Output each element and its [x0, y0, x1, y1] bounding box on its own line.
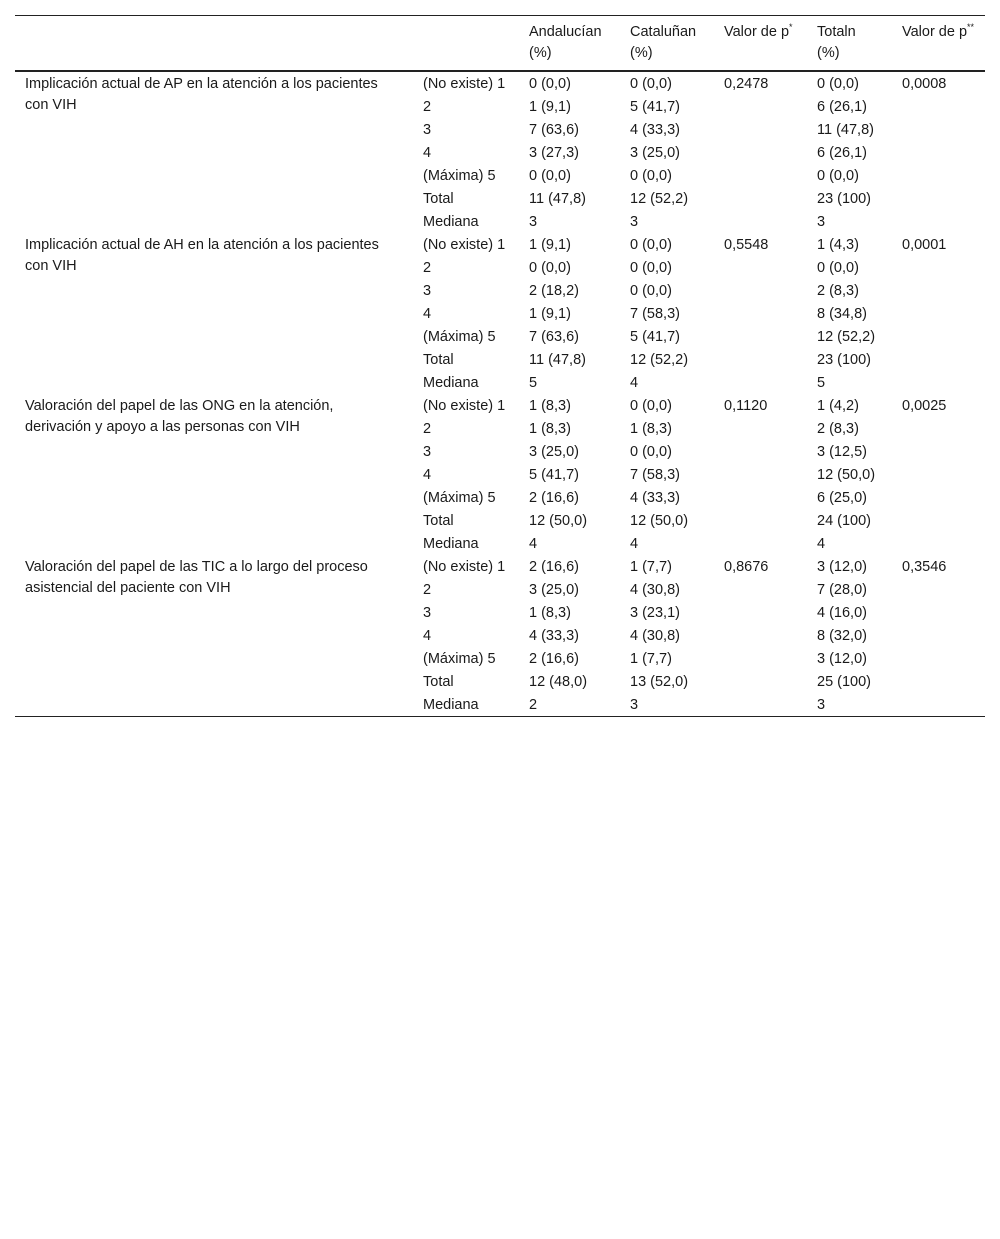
andalucia-value: 0 (0,0) — [529, 260, 571, 276]
pvalue-2 — [892, 532, 985, 555]
total-value: 23 (100) — [817, 352, 872, 368]
andalucia-value: 4 — [529, 536, 538, 552]
pvalue-1 — [714, 509, 807, 532]
pvalue-1 — [714, 624, 807, 647]
question-label: Valoración del papel de las TIC a lo largo del proceso asistencial del paciente con VIH — [25, 559, 368, 596]
cataluna-value: 3 (23,1) — [630, 605, 680, 621]
pvalue-2 — [892, 693, 985, 717]
level-label: Mediana — [423, 536, 479, 552]
pvalue-1 — [714, 417, 807, 440]
cataluna-value: 12 (52,2) — [630, 191, 689, 207]
pvalue-1: 0,1120 — [724, 398, 768, 414]
total-value: 3 (12,0) — [817, 651, 867, 667]
andalucia-value: 0 (0,0) — [529, 168, 571, 184]
level-label: Total — [423, 191, 454, 207]
header-cataluna: Cataluñan (%) — [630, 24, 697, 61]
total-value: 1 (4,2) — [817, 398, 859, 414]
level-label: Mediana — [423, 375, 479, 391]
header-andalucia: Andalucían (%) — [529, 24, 602, 61]
table-body — [15, 71, 985, 717]
total-value: 3 — [817, 697, 826, 713]
total-value: 3 (12,5) — [817, 444, 867, 460]
total-value: 11 (47,8) — [817, 122, 874, 138]
level-label: (No existe) 1 — [423, 398, 506, 414]
header-question — [15, 16, 413, 72]
cataluna-value: 1 (8,3) — [630, 421, 672, 437]
pvalue-1 — [714, 348, 807, 371]
header-total: Totaln (%) — [817, 24, 856, 61]
level-label: Mediana — [423, 697, 479, 713]
andalucia-value: 3 (25,0) — [529, 582, 579, 598]
pvalue-1 — [714, 118, 807, 141]
pvalue-2 — [892, 463, 985, 486]
andalucia-value: 1 (9,1) — [529, 306, 571, 322]
cataluna-value: 4 — [630, 375, 639, 391]
cataluna-value: 4 — [630, 536, 639, 552]
total-value: 5 — [817, 375, 826, 391]
andalucia-value: 1 (9,1) — [529, 99, 571, 115]
cataluna-value: 13 (52,0) — [630, 674, 689, 690]
total-value: 7 (28,0) — [817, 582, 867, 598]
results-table — [15, 15, 985, 717]
andalucia-value: 5 (41,7) — [529, 467, 579, 483]
andalucia-value: 1 (8,3) — [529, 398, 571, 414]
pvalue-2: 0,3546 — [902, 559, 947, 575]
level-label: (No existe) 1 — [423, 237, 506, 253]
andalucia-value: 11 (47,8) — [529, 191, 586, 207]
header-row — [15, 16, 985, 72]
pvalue-2 — [892, 348, 985, 371]
cataluna-value: 3 — [630, 697, 639, 713]
andalucia-value: 12 (48,0) — [529, 674, 588, 690]
andalucia-value: 2 (18,2) — [529, 283, 579, 299]
pvalue-1 — [714, 486, 807, 509]
pvalue-2 — [892, 624, 985, 647]
pvalue-2: 0,0008 — [902, 76, 947, 92]
pvalue-2 — [892, 417, 985, 440]
pvalue-1 — [714, 95, 807, 118]
pvalue-2 — [892, 670, 985, 693]
total-value: 6 (25,0) — [817, 490, 867, 506]
cataluna-value: 0 (0,0) — [630, 444, 672, 460]
level-label: 4 — [423, 628, 432, 644]
total-value: 12 (50,0) — [817, 467, 876, 483]
cataluna-value: 0 (0,0) — [630, 398, 672, 414]
total-value: 8 (32,0) — [817, 628, 867, 644]
question-label: Implicación actual de AP en la atención a los pacientes con VIH — [25, 76, 378, 113]
cataluna-value: 0 (0,0) — [630, 237, 672, 253]
level-label: 4 — [423, 467, 432, 483]
table-row — [15, 233, 985, 256]
pvalue-1 — [714, 279, 807, 302]
header-pvalue-2 — [892, 16, 985, 72]
pvalue-1 — [714, 371, 807, 394]
level-label: (No existe) 1 — [423, 76, 506, 92]
level-label: 3 — [423, 122, 432, 138]
table-row — [15, 394, 985, 417]
total-value: 23 (100) — [817, 191, 872, 207]
pvalue-2 — [892, 164, 985, 187]
level-label: 4 — [423, 306, 432, 322]
pvalue-2 — [892, 279, 985, 302]
pvalue-1 — [714, 210, 807, 233]
pvalue-1 — [714, 141, 807, 164]
total-value: 2 (8,3) — [817, 421, 859, 437]
cataluna-value: 4 (30,8) — [630, 628, 680, 644]
pvalue-1 — [714, 187, 807, 210]
level-label: 2 — [423, 421, 432, 437]
pvalue-1 — [714, 578, 807, 601]
total-value: 2 (8,3) — [817, 283, 859, 299]
cataluna-value: 5 (41,7) — [630, 99, 680, 115]
pvalue-1 — [714, 256, 807, 279]
total-value: 0 (0,0) — [817, 76, 859, 92]
pvalue-1 — [714, 302, 807, 325]
pvalue-2: 0,0001 — [902, 237, 947, 253]
level-label: 2 — [423, 99, 432, 115]
total-value: 6 (26,1) — [817, 99, 867, 115]
pvalue-1 — [714, 601, 807, 624]
andalucia-value: 2 (16,6) — [529, 651, 579, 667]
andalucia-value: 2 — [529, 697, 538, 713]
level-label: 3 — [423, 444, 432, 460]
level-label: (Máxima) 5 — [423, 490, 496, 506]
header-pvalue-2-mark: ** — [967, 22, 975, 33]
table-row — [15, 71, 985, 95]
pvalue-2 — [892, 187, 985, 210]
level-label: 2 — [423, 260, 432, 276]
andalucia-value: 1 (9,1) — [529, 237, 571, 253]
andalucia-value: 7 (63,6) — [529, 122, 579, 138]
level-label: 3 — [423, 605, 432, 621]
total-value: 25 (100) — [817, 674, 872, 690]
cataluna-value: 7 (58,3) — [630, 306, 680, 322]
table-container — [15, 15, 985, 717]
total-value: 4 (16,0) — [817, 605, 867, 621]
pvalue-1: 0,8676 — [724, 559, 769, 575]
total-value: 12 (52,2) — [817, 329, 876, 345]
andalucia-value: 5 — [529, 375, 538, 391]
question-label: Implicación actual de AH en la atención a los pacientes con VIH — [25, 237, 379, 274]
pvalue-2 — [892, 141, 985, 164]
pvalue-1 — [714, 463, 807, 486]
header-pvalue-1-mark: * — [789, 22, 793, 33]
pvalue-2 — [892, 486, 985, 509]
andalucia-value: 2 (16,6) — [529, 559, 579, 575]
level-label: (Máxima) 5 — [423, 651, 496, 667]
cataluna-value: 7 (58,3) — [630, 467, 680, 483]
pvalue-2 — [892, 371, 985, 394]
pvalue-2 — [892, 95, 985, 118]
level-label: Total — [423, 674, 454, 690]
andalucia-value: 0 (0,0) — [529, 76, 571, 92]
pvalue-1: 0,5548 — [724, 237, 769, 253]
cataluna-value: 0 (0,0) — [630, 283, 672, 299]
pvalue-2 — [892, 210, 985, 233]
level-label: 4 — [423, 145, 432, 161]
total-value: 3 (12,0) — [817, 559, 867, 575]
level-label: (Máxima) 5 — [423, 168, 496, 184]
pvalue-2 — [892, 256, 985, 279]
pvalue-2 — [892, 440, 985, 463]
cataluna-value: 12 (52,2) — [630, 352, 689, 368]
andalucia-value: 3 — [529, 214, 538, 230]
level-label: 3 — [423, 283, 432, 299]
total-value: 0 (0,0) — [817, 260, 859, 276]
andalucia-value: 2 (16,6) — [529, 490, 579, 506]
pvalue-1 — [714, 325, 807, 348]
andalucia-value: 12 (50,0) — [529, 513, 588, 529]
cataluna-value: 0 (0,0) — [630, 260, 672, 276]
table-row — [15, 555, 985, 578]
total-value: 4 — [817, 536, 826, 552]
pvalue-2 — [892, 302, 985, 325]
pvalue-2 — [892, 601, 985, 624]
level-label: 2 — [423, 582, 432, 598]
pvalue-2 — [892, 578, 985, 601]
cataluna-value: 5 (41,7) — [630, 329, 680, 345]
andalucia-value: 3 (27,3) — [529, 145, 579, 161]
level-label: (No existe) 1 — [423, 559, 506, 575]
total-value: 1 (4,3) — [817, 237, 859, 253]
total-value: 0 (0,0) — [817, 168, 859, 184]
pvalue-2 — [892, 647, 985, 670]
andalucia-value: 4 (33,3) — [529, 628, 579, 644]
andalucia-value: 1 (8,3) — [529, 421, 571, 437]
total-value: 24 (100) — [817, 513, 872, 529]
andalucia-value: 7 (63,6) — [529, 329, 579, 345]
cataluna-value: 4 (30,8) — [630, 582, 680, 598]
pvalue-1 — [714, 670, 807, 693]
pvalue-2: 0,0025 — [902, 398, 947, 414]
cataluna-value: 1 (7,7) — [630, 651, 672, 667]
cataluna-value: 0 (0,0) — [630, 76, 672, 92]
total-value: 3 — [817, 214, 826, 230]
cataluna-value: 3 (25,0) — [630, 145, 680, 161]
header-pvalue-1-text: Valor de p — [724, 24, 790, 40]
pvalue-2 — [892, 118, 985, 141]
pvalue-2 — [892, 509, 985, 532]
andalucia-value: 3 (25,0) — [529, 444, 579, 460]
question-label: Valoración del papel de las ONG en la atención, derivación y apoyo a las personas con VIH — [25, 398, 334, 435]
cataluna-value: 4 (33,3) — [630, 490, 680, 506]
header-pvalue-1 — [714, 16, 807, 72]
level-label: Mediana — [423, 214, 479, 230]
level-label: Total — [423, 513, 454, 529]
level-label: (Máxima) 5 — [423, 329, 496, 345]
cataluna-value: 3 — [630, 214, 639, 230]
pvalue-1 — [714, 164, 807, 187]
pvalue-1 — [714, 647, 807, 670]
header-pvalue-2-text: Valor de p — [902, 24, 968, 40]
cataluna-value: 12 (50,0) — [630, 513, 689, 529]
total-value: 6 (26,1) — [817, 145, 867, 161]
pvalue-1 — [714, 440, 807, 463]
andalucia-value: 11 (47,8) — [529, 352, 586, 368]
total-value: 8 (34,8) — [817, 306, 867, 322]
andalucia-value: 1 (8,3) — [529, 605, 571, 621]
pvalue-1 — [714, 693, 807, 717]
header-level — [413, 16, 519, 72]
cataluna-value: 1 (7,7) — [630, 559, 672, 575]
pvalue-1 — [714, 532, 807, 555]
cataluna-value: 0 (0,0) — [630, 168, 672, 184]
pvalue-1: 0,2478 — [724, 76, 769, 92]
cataluna-value: 4 (33,3) — [630, 122, 680, 138]
level-label: Total — [423, 352, 454, 368]
pvalue-2 — [892, 325, 985, 348]
